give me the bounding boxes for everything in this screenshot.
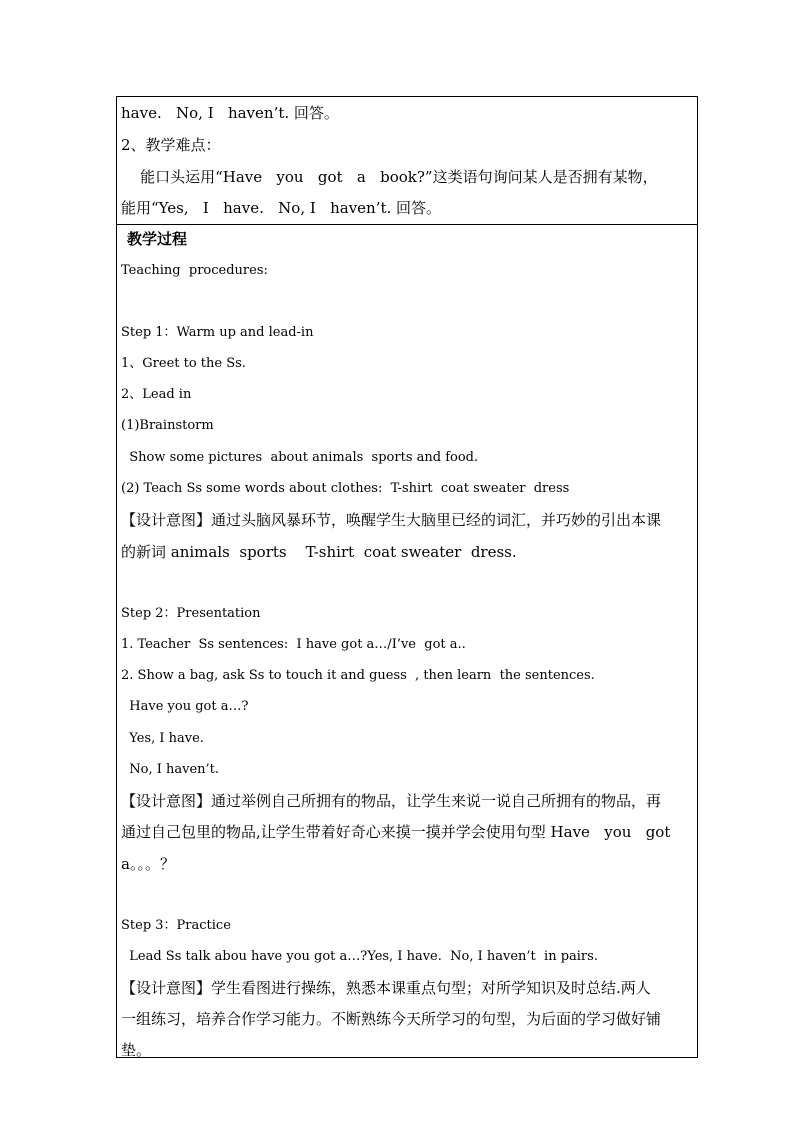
step3-title: Step 3：Practice xyxy=(121,918,231,933)
step1-sub-1: (1)Brainstorm xyxy=(121,418,214,433)
step3-intent-line-2: 一组练习，培养合作学习能力。不断熟练今天所学习的句型，为后面的学习做好铺 xyxy=(121,1010,662,1028)
step3-intent-line-1: 【设计意图】学生看图进行操练，熟悉本课重点句型；对所学知识及时总结.两人 xyxy=(121,979,651,997)
step1-intent-line-2: 的新词 animals sports T-shirt coat sweater dress. xyxy=(121,543,517,561)
step1-item-1: 1、Greet to the Ss. xyxy=(121,356,246,371)
step2-item-2: 2. Show a bag, ask Ss to touch it and guess , then learn the sentences. xyxy=(121,668,595,683)
step1-title: Step 1：Warm up and lead-in xyxy=(121,325,314,340)
step2-question: Have you got a…? xyxy=(121,699,249,714)
difficulty-heading: 2、教学难点： xyxy=(121,136,221,154)
step1-intent-line-1: 【设计意图】通过头脑风暴环节，唤醒学生大脑里已经的词汇，并巧妙的引出本课 xyxy=(121,511,662,529)
step2-item-1: 1. Teacher Ss sentences: I have got a…/I’ve got a.. xyxy=(121,637,466,652)
lesson-table xyxy=(116,96,698,1058)
step2-intent-line-3: a。。。？ xyxy=(121,855,175,873)
step3-intent-line-3: 垫。 xyxy=(121,1041,152,1059)
step2-intent-line-2: 通过自己包里的物品,让学生带着好奇心来摸一摸并学会使用句型 Have you got xyxy=(121,823,671,841)
difficulty-text-line-1: have. No, I haven’t. 回答。 xyxy=(121,104,339,122)
section-subheading: Teaching procedures: xyxy=(121,263,268,278)
table-row-divider xyxy=(117,224,697,225)
step1-sub-1-text: Show some pictures about animals sports and food. xyxy=(121,450,479,465)
step2-answer-no: No, I haven’t. xyxy=(121,762,220,777)
step3-text: Lead Ss talk abou have you got a…?Yes, I have. No, I haven’t in pairs. xyxy=(121,949,598,964)
step2-intent-line-1: 【设计意图】通过举例自己所拥有的物品，让学生来说一说自己所拥有的物品，再 xyxy=(121,792,662,810)
step2-answer-yes: Yes, I have. xyxy=(121,731,204,746)
difficulty-text-line-3: 能用“Yes, I have. No, I haven’t. 回答。 xyxy=(121,199,442,217)
difficulty-text-line-2: 能口头运用“Have you got a book?”这类语句询问某人是否拥有某物， xyxy=(121,168,658,186)
step1-sub-2: (2) Teach Ss some words about clothes: T-shirt coat sweater dress xyxy=(121,481,570,496)
step2-title: Step 2：Presentation xyxy=(121,606,261,621)
section-heading: 教学过程 xyxy=(127,230,188,248)
step1-item-2: 2、Lead in xyxy=(121,387,192,402)
